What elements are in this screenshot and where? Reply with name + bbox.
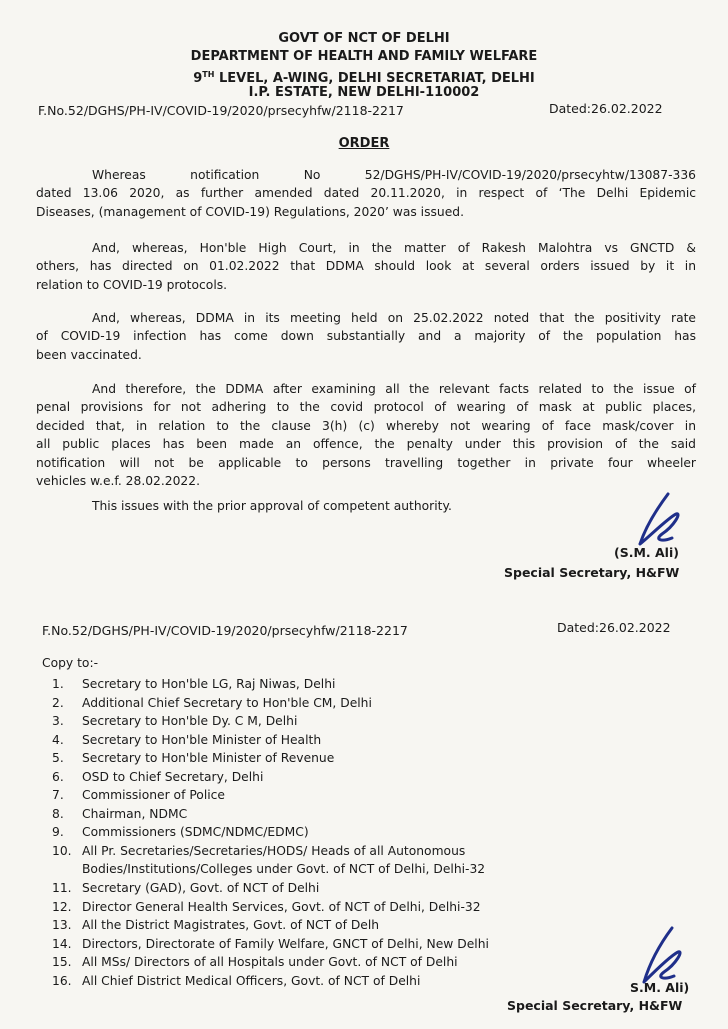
list-item: 1. Secretary to Hon'ble LG, Raj Niwas, Delhi (52, 677, 336, 691)
list-item: 10. All Pr. Secretaries/Secretaries/HODS/ Heads of all Autonomous (52, 843, 466, 858)
paragraph-line: others, has directed on 01.02.2022 that DDMA should look at several orders issued by it in (36, 259, 696, 274)
paragraph-line: This issues with the prior approval of competent authority. (92, 499, 452, 513)
paragraph-4 (36, 380, 696, 490)
paragraph-line: decided that, in relation to the clause 3(h) (c) whereby not wearing of face mask/cover in (36, 418, 696, 433)
paragraph-line: Diseases, (management of COVID-19) Regulations, 2020’ was issued. (36, 204, 464, 219)
list-item: 9. Commissioners (SDMC/NDMC/EDMC) (52, 825, 309, 840)
paragraph-line: vehicles w.e.f. 28.02.2022. (36, 474, 200, 489)
list-item: 13. All the District Magistrates, Govt. of NCT of Delh (52, 918, 380, 933)
order-title: ORDER (338, 136, 390, 151)
copy-list (52, 675, 489, 990)
paragraph-1 (36, 166, 696, 221)
header-estate: I.P. ESTATE, NEW DELHI-110002 (248, 85, 480, 100)
signatory-2-name: S.M. Ali) (630, 980, 690, 995)
signatory-2-designation: Special Secretary, H&FW (507, 998, 683, 1013)
list-item: Bodies/Institutions/Colleges under Govt. of NCT of Delhi, Delhi-32 (82, 862, 486, 877)
paragraph-line: penal provisions for not adhering to the covid protocol of wearing of mask at public places, (36, 400, 696, 415)
header-address-line: 9TH LEVEL, A-WING, DELHI SECRETARIAT, DELHI (193, 70, 535, 86)
header-department: DEPARTMENT OF HEALTH AND FAMILY WELFARE (190, 49, 538, 64)
paragraph-line: Whereas notification No 52/DGHS/PH-IV/COVID-19/2020/prsecyhtw/13087-336 (92, 168, 696, 182)
list-item: 6. OSD to Chief Secretary, Delhi (52, 769, 264, 784)
list-item: 8. Chairman, NDMC (52, 806, 188, 821)
list-item: 14. Directors, Directorate of Family Welfare, GNCT of Delhi, New Delhi (52, 936, 489, 951)
list-item: 4. Secretary to Hon'ble Minister of Health (52, 732, 322, 747)
paragraph-line: notification will not be applicable to persons travelling together in private four wheeler (36, 455, 696, 470)
copy-to-label: Copy to:- (42, 656, 99, 670)
paragraph-line: of COVID-19 infection has come down substantially and a majority of the population has (36, 329, 696, 344)
header-govt: GOVT OF NCT OF DELHI (278, 31, 450, 46)
list-item: 12. Director General Health Services, Govt. of NCT of Delhi, Delhi-32 (52, 899, 481, 914)
list-item: 7. Commissioner of Police (52, 788, 225, 803)
file-number: F.No.52/DGHS/PH-IV/COVID-19/2020/prsecyhfw/2118-2217 (38, 103, 404, 118)
paragraph-5 (36, 497, 696, 515)
copy-date: Dated:26.02.2022 (557, 620, 671, 635)
list-item: 16. All Chief District Medical Officers, Govt. of NCT of Delhi (52, 973, 421, 988)
copy-file-number: F.No.52/DGHS/PH-IV/COVID-19/2020/prsecyhfw/2118-2217 (42, 623, 408, 638)
paragraph-line: And, whereas, DDMA in its meeting held on 25.02.2022 noted that the positivity rate (92, 311, 696, 325)
signatory-1-name: (S.M. Ali) (614, 545, 679, 560)
list-item: 15. All MSs/ Directors of all Hospitals under Govt. of NCT of Delhi (52, 955, 458, 970)
signatory-1-designation: Special Secretary, H&FW (504, 565, 680, 580)
paragraph-line: relation to COVID-19 protocols. (36, 277, 228, 292)
paragraph-line: been vaccinated. (36, 347, 142, 362)
order-date: Dated:26.02.2022 (549, 101, 663, 116)
paragraph-2 (36, 239, 696, 294)
list-item: 2. Additional Chief Secretary to Hon'ble CM, Delhi (52, 695, 372, 710)
paragraph-line: And therefore, the DDMA after examining all the relevant facts related to the issue of (92, 382, 696, 396)
paragraph-line: And, whereas, Hon'ble High Court, in the matter of Rakesh Malohtra vs GNCTD & (92, 241, 696, 255)
paragraph-line: all public places has been made an offence, the penalty under this provision of the said (36, 437, 696, 452)
paragraph-3 (36, 309, 696, 364)
list-item: 3. Secretary to Hon'ble Dy. C M, Delhi (52, 714, 298, 729)
list-item: 11. Secretary (GAD), Govt. of NCT of Delhi (52, 881, 320, 896)
list-item: 5. Secretary to Hon'ble Minister of Revenue (52, 751, 335, 766)
paragraph-line: dated 13.06 2020, as further amended dated 20.11.2020, in respect of ‘The Delhi Epidemic (36, 186, 696, 201)
